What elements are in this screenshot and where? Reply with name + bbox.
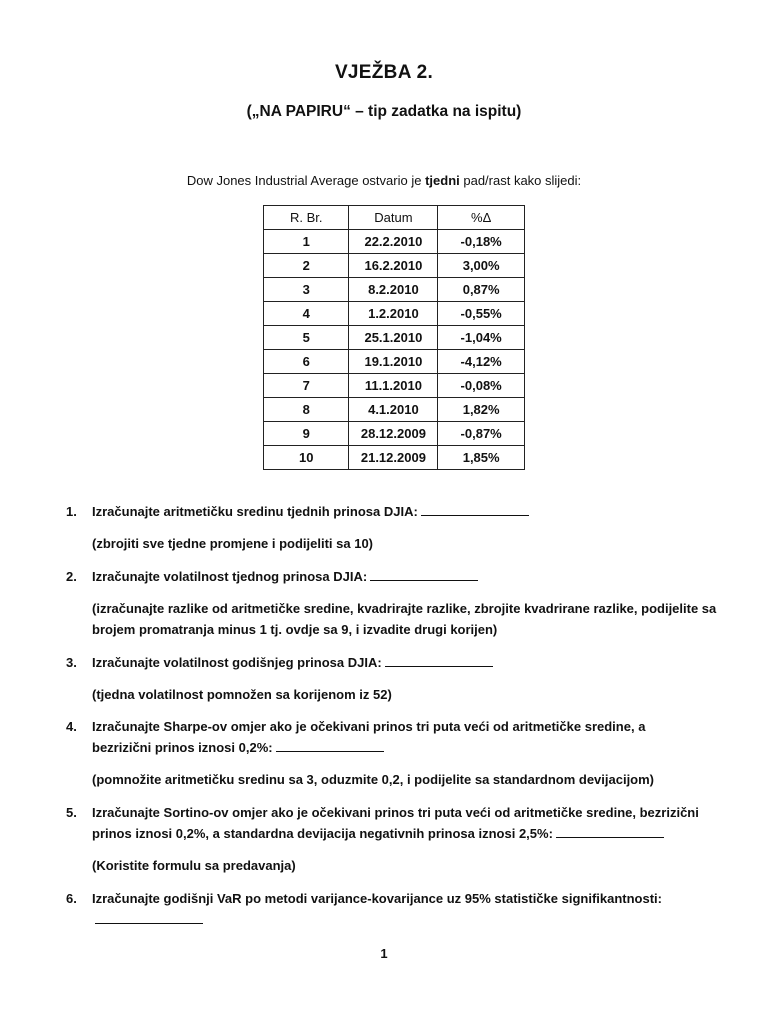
task-text: Izračunajte Sortino-ov omjer ako je očekivani prinos tri puta veći od aritmetičke sredine, bezrizični prinos iznosi 0,2%, a standardna devijacija negativnih prinosa iznosi 2,5%: — [92, 805, 699, 841]
row-change: 3,00% — [438, 254, 525, 278]
page-title: VJEŽBA 2. — [334, 62, 434, 83]
header-rbr: R. Br. — [264, 206, 349, 230]
row-number: 6 — [264, 350, 349, 374]
table-row — [264, 374, 525, 398]
table-row — [264, 446, 525, 470]
task-number: 5. — [66, 805, 77, 820]
task-text: Izračunajte volatilnost tjednog prinosa DJIA: — [92, 569, 368, 584]
table-row — [264, 302, 525, 326]
intro-emphasis: tjedni — [425, 173, 460, 188]
task-4-hint: (pomnožite aritmetičku sredinu sa 3, oduzmite 0,2, i podijelite sa standardnom devijacijom) — [92, 772, 655, 787]
table-row — [264, 350, 525, 374]
row-change: -0,55% — [438, 302, 525, 326]
row-change: -0,87% — [438, 422, 525, 446]
task-text: Izračunajte Sharpe-ov omjer ako je očekivani prinos tri puta veći od aritmetičke sredine, a bezrizični prinos iznosi 0,2%: — [92, 719, 646, 755]
table-header-row — [264, 206, 525, 230]
row-change: -0,18% — [438, 230, 525, 254]
task-number: 6. — [66, 891, 77, 906]
task-text: Izračunajte volatilnost godišnjeg prinosa DJIA: — [92, 655, 382, 670]
answer-blank[interactable] — [276, 738, 384, 752]
task-6 — [66, 888, 706, 930]
task-4 — [66, 716, 706, 758]
djia-table — [263, 205, 525, 470]
table-row — [264, 398, 525, 422]
intro-before: Dow Jones Industrial Average ostvario je — [186, 173, 426, 188]
row-date: 28.12.2009 — [349, 422, 438, 446]
task-5 — [66, 802, 706, 844]
row-change: -4,12% — [438, 350, 525, 374]
intro-after: pad/rast kako slijedi: — [459, 173, 582, 188]
header-datum: Datum — [349, 206, 438, 230]
task-1 — [66, 501, 706, 522]
task-number: 4. — [66, 719, 77, 734]
task-text: Izračunajte godišnji VaR po metodi varijance-kovarijance uz 95% statističke signifikantnosti: — [92, 891, 663, 906]
table-row — [264, 326, 525, 350]
row-change: 1,85% — [438, 446, 525, 470]
table-row — [264, 278, 525, 302]
row-number: 9 — [264, 422, 349, 446]
row-date: 21.12.2009 — [349, 446, 438, 470]
answer-blank[interactable] — [370, 567, 478, 581]
row-number: 5 — [264, 326, 349, 350]
task-text: Izračunajte aritmetičku sredinu tjednih prinosa DJIA: — [92, 504, 418, 519]
task-2 — [66, 566, 706, 587]
row-change: -0,08% — [438, 374, 525, 398]
row-date: 8.2.2010 — [349, 278, 438, 302]
answer-blank[interactable] — [556, 824, 664, 838]
page-subtitle: („NA PAPIRU“ – tip zadatka na ispitu) — [246, 103, 522, 120]
row-number: 1 — [264, 230, 349, 254]
table-row — [264, 254, 525, 278]
row-number: 3 — [264, 278, 349, 302]
row-date: 22.2.2010 — [349, 230, 438, 254]
header-change: %Δ — [438, 206, 525, 230]
row-date: 16.2.2010 — [349, 254, 438, 278]
row-date: 25.1.2010 — [349, 326, 438, 350]
row-number: 2 — [264, 254, 349, 278]
task-3 — [66, 652, 706, 673]
row-date: 4.1.2010 — [349, 398, 438, 422]
row-change: 0,87% — [438, 278, 525, 302]
task-1-hint: (zbrojiti sve tjedne promjene i podijeliti sa 10) — [92, 536, 374, 551]
row-number: 7 — [264, 374, 349, 398]
row-change: -1,04% — [438, 326, 525, 350]
row-number: 8 — [264, 398, 349, 422]
task-5-hint: (Koristite formulu sa predavanja) — [92, 858, 296, 873]
row-number: 4 — [264, 302, 349, 326]
table-row — [264, 422, 525, 446]
task-number: 1. — [66, 504, 77, 519]
task-3-hint: (tjedna volatilnost pomnožen sa korijenom iz 52) — [92, 687, 392, 702]
task-number: 3. — [66, 655, 77, 670]
answer-blank[interactable] — [421, 502, 529, 516]
row-date: 1.2.2010 — [349, 302, 438, 326]
page-number: 1 — [380, 946, 388, 961]
task-number: 2. — [66, 569, 77, 584]
row-change: 1,82% — [438, 398, 525, 422]
answer-blank[interactable] — [385, 653, 493, 667]
row-date: 19.1.2010 — [349, 350, 438, 374]
table-row — [264, 230, 525, 254]
row-date: 11.1.2010 — [349, 374, 438, 398]
task-2-hint: (izračunajte razlike od aritmetičke sredine, kvadrirajte razlike, zbrojite kvadrirane razlike, podijelite sa brojem promatranja minus 1 tj. ovdje sa 9, i izvadite drugi korijen) — [92, 601, 717, 637]
intro-text — [0, 173, 768, 188]
row-number: 10 — [264, 446, 349, 470]
answer-blank[interactable] — [95, 910, 203, 924]
